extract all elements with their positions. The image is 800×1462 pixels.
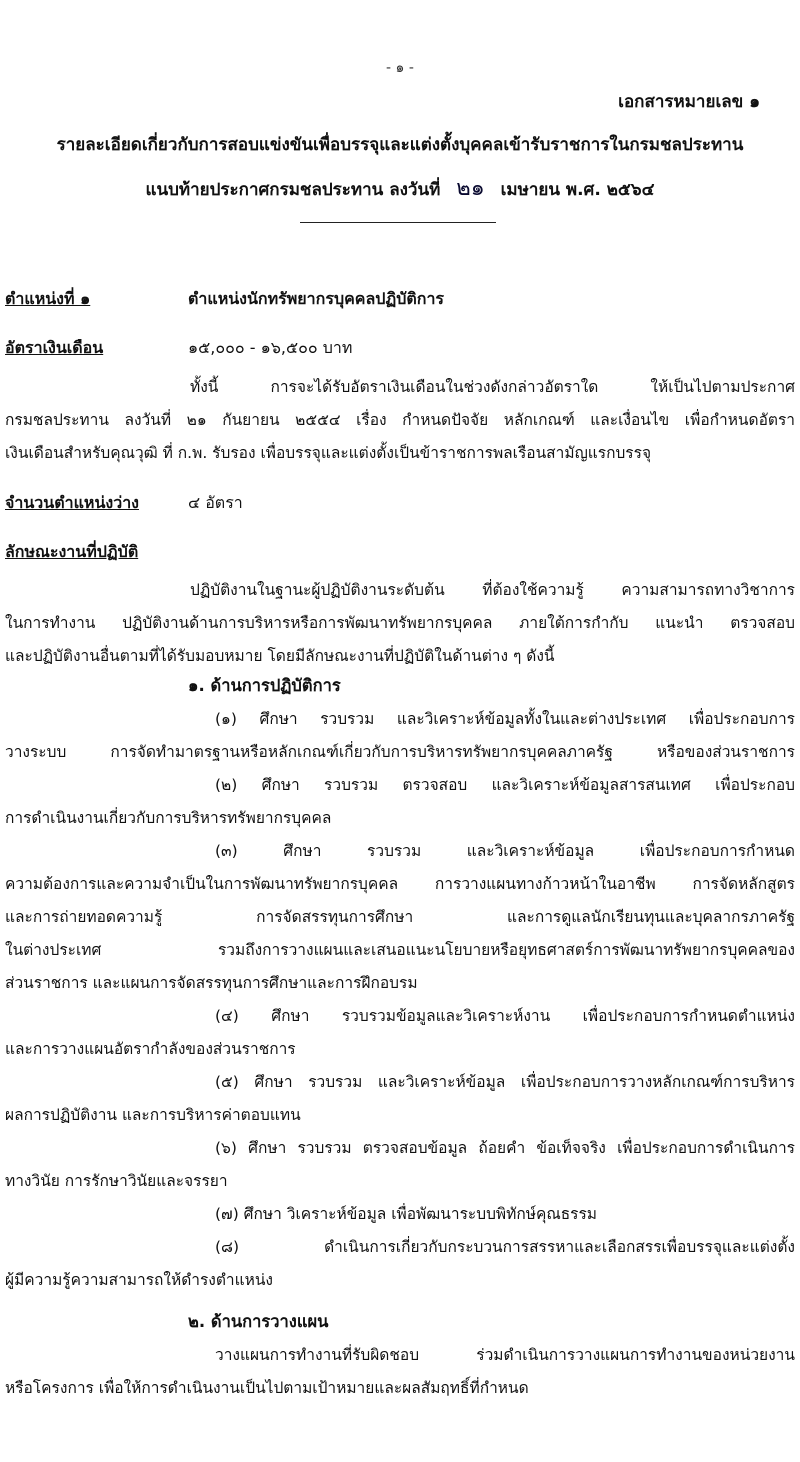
section1-item-cont: การดำเนินงานเกี่ยวกับการบริหารทรัพยากรบุคคล (5, 809, 332, 827)
section1-item: (๘) ดำเนินการเกี่ยวกับกระบวนการสรรหาและเลือกสรรเพื่อบรรจุและแต่งตั้ง (215, 1238, 795, 1256)
section1-heading: ๑. ด้านการปฏิบัติการ (188, 676, 341, 695)
salary-note-line: กรมชลประทาน ลงวันที่ ๒๑ กันยายน ๒๕๕๔ เรื่อง กำหนดปัจจัย หลักเกณฑ์ และเงื่อนไข เพื่อกำหนดอัตรา (5, 411, 795, 429)
title-suffix: เมษายน พ.ศ. ๒๕๖๔ (500, 180, 655, 200)
section1-item: (๗) ศึกษา วิเคราะห์ข้อมูล เพื่อพัฒนาระบบพิทักษ์คุณธรรม (215, 1205, 598, 1223)
vacancies-label: จำนวนตำแหน่งว่าง (5, 493, 139, 512)
section1-item-cont: วางระบบ การจัดทำมาตรฐานหรือหลักเกณฑ์เกี่ยวกับการบริหารทรัพยากรบุคคลภาครัฐ หรือของส่วนราชการ (5, 743, 795, 761)
job-intro-line: ในการทำงาน ปฏิบัติงานด้านการบริหารหรือการพัฒนาทรัพยากรบุคคล ภายใต้การกำกับ แนะนำ ตรวจสอบ (5, 614, 795, 632)
section1-item-cont: ส่วนราชการ และแผนการจัดสรรทุนการศึกษาและการฝึกอบรม (5, 974, 418, 992)
vacancies-value: ๔ อัตรา (188, 493, 243, 512)
section1-item: (๔) ศึกษา รวบรวมข้อมูลและวิเคราะห์งาน เพื่อประกอบการกำหนดตำแหน่ง (215, 1007, 795, 1025)
title-prefix: แนบท้ายประกาศกรมชลประทาน ลงวันที่ (145, 180, 441, 200)
section1-item-cont: และการถ่ายทอดความรู้ การจัดสรรทุนการศึกษา และการดูแลนักเรียนทุนและบุคลากรภาครัฐ (5, 908, 795, 926)
section2-text-line: วางแผนการทำงานที่รับผิดชอบ ร่วมดำเนินการวางแผนการทำงานของหน่วยงาน (215, 1346, 795, 1364)
section1-item-cont: ความต้องการและความจำเป็นในการพัฒนาทรัพยากรบุคคล การวางแผนทางก้าวหน้าในอาชีพ การจัดหลักสูตร (5, 875, 795, 893)
section1-item: (๑) ศึกษา รวบรวม และวิเคราะห์ข้อมูลทั้งในและต่างประเทศ เพื่อประกอบการ (215, 710, 795, 728)
position-label: ตำแหน่งที่ ๑ (5, 289, 91, 308)
section1-item: (๖) ศึกษา รวบรวม ตรวจสอบข้อมูล ถ้อยคำ ข้อเท็จจริง เพื่อประกอบการดำเนินการ (215, 1139, 795, 1157)
section1-item-cont: ผู้มีความรู้ความสามารถให้ดำรงตำแหน่ง (5, 1271, 273, 1289)
section2-text-line: หรือโครงการ เพื่อให้การดำเนินงานเป็นไปตามเป้าหมายและผลสัมฤทธิ์ที่กำหนด (5, 1379, 529, 1397)
section1-item-cont: ในต่างประเทศ รวมถึงการวางแผนและเสนอแนะนโยบายหรือยุทธศาสตร์การพัฒนาทรัพยากรบุคคลของ (5, 941, 795, 959)
title-divider (300, 222, 496, 223)
document-number: เอกสารหมายเลข ๑ (618, 92, 760, 112)
document-title-line2 (0, 170, 800, 205)
document-title-line1: รายละเอียดเกี่ยวกับการสอบแข่งขันเพื่อบรรจุและแต่งตั้งบุคคลเข้ารับราชการในกรมชลประทาน (56, 135, 744, 155)
salary-value: ๑๕,๐๐๐ - ๑๖,๕๐๐ บาท (188, 338, 353, 357)
job-nature-label: ลักษณะงานที่ปฏิบัติ (5, 542, 139, 561)
section2-heading: ๒. ด้านการวางแผน (188, 1312, 329, 1331)
section1-item-cont: และการวางแผนอัตรากำลังของส่วนราชการ (5, 1040, 296, 1058)
section1-item-cont: ผลการปฏิบัติงาน และการบริหารค่าตอบแทน (5, 1106, 301, 1124)
salary-note-line: ทั้งนี้ การจะได้รับอัตราเงินเดือนในช่วงดังกล่าวอัตราใด ให้เป็นไปตามประกาศ (190, 378, 795, 396)
section1-item-cont: ทางวินัย การรักษาวินัยและจรรยา (5, 1172, 228, 1190)
position-value: ตำแหน่งนักทรัพยากรบุคคลปฏิบัติการ (188, 289, 445, 308)
section1-item: (๓) ศึกษา รวบรวม และวิเคราะห์ข้อมูล เพื่อประกอบการกำหนด (215, 842, 795, 860)
section1-item: (๕) ศึกษา รวบรวม และวิเคราะห์ข้อมูล เพื่อประกอบการวางหลักเกณฑ์การบริหาร (215, 1073, 795, 1091)
section1-item: (๒) ศึกษา รวบรวม ตรวจสอบ และวิเคราะห์ข้อมูลสารสนเทศ เพื่อประกอบ (215, 776, 795, 794)
job-intro-line: และปฏิบัติงานอื่นตามที่ได้รับมอบหมาย โดยมีลักษณะงานที่ปฏิบัติในด้านต่าง ๆ ดังนี้ (5, 647, 555, 665)
page-number: - ๑ - (386, 60, 414, 76)
job-intro-line: ปฏิบัติงานในฐานะผู้ปฏิบัติงานระดับต้น ที่ต้องใช้ความรู้ ความสามารถทางวิชาการ (190, 581, 795, 599)
salary-label: อัตราเงินเดือน (5, 338, 104, 357)
salary-note-line: เงินเดือนสำหรับคุณวุฒิ ที่ ก.พ. รับรอง เพื่อบรรจุและแต่งตั้งเป็นข้าราชการพลเรือนสามัญแรกบรรจุ (5, 444, 652, 462)
handwritten-day: ๒๑ (456, 176, 485, 201)
